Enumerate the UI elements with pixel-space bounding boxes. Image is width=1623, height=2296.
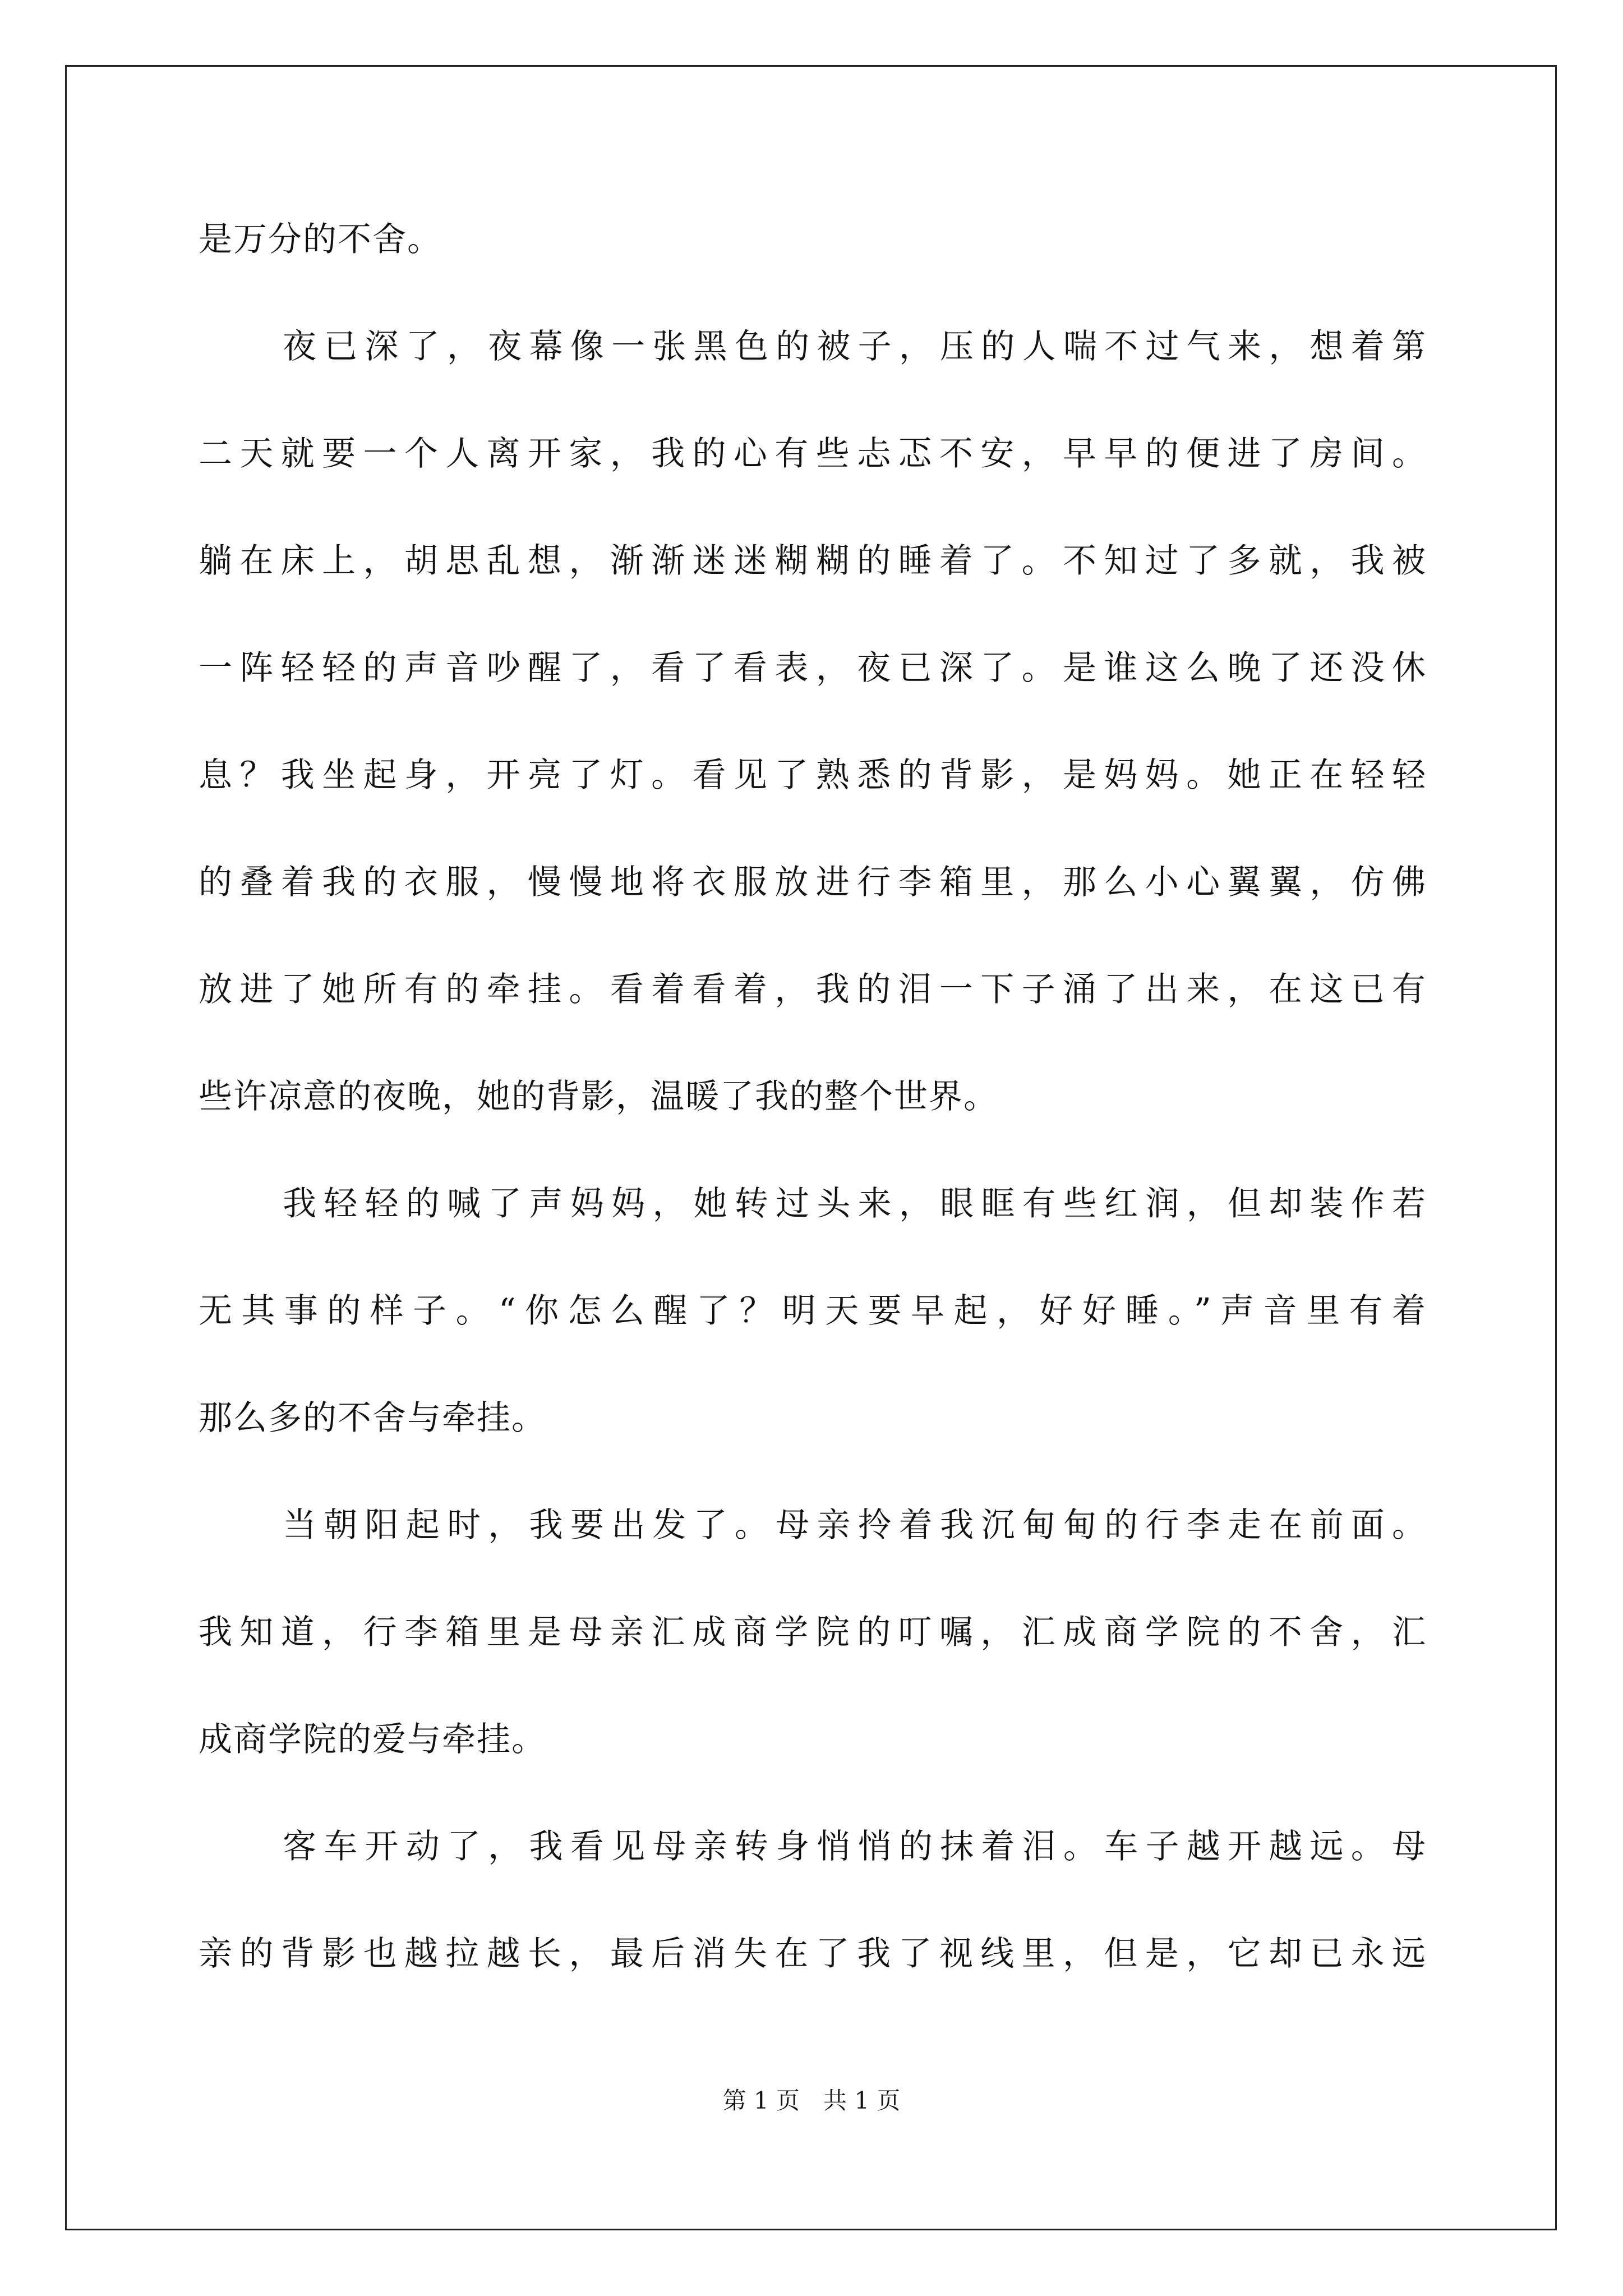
text-line: 是万分的不舍。 xyxy=(199,220,442,259)
text-line: 的叠着我的衣服，慢慢地将衣服放进行李箱里，那么小心翼翼，仿佛 xyxy=(199,863,1427,902)
paragraph-first-line: 夜已深了，夜幕像一张黑色的被子，压的人喘不过气来，想着第 xyxy=(283,327,1427,366)
text-line: 一阵轻轻的声音吵醒了，看了看表，夜已深了。是谁这么晚了还没休 xyxy=(199,648,1427,688)
text-line: 些许凉意的夜晚，她的背影，温暖了我的整个世界。 xyxy=(199,1077,998,1116)
text-line: 无其事的样子。“你怎么醒了？明天要早起，好好睡。”声音里有着 xyxy=(199,1291,1427,1331)
text-line: 那么多的不舍与牵挂。 xyxy=(199,1398,546,1438)
text-line: 成商学院的爱与牵挂。 xyxy=(199,1720,546,1759)
page-border xyxy=(65,65,1557,2230)
paragraph-first-line: 客车开动了，我看见母亲转身悄悄的抹着泪。车子越开越远。母 xyxy=(283,1827,1427,1866)
paragraph-first-line: 我轻轻的喊了声妈妈，她转过头来，眼眶有些红润，但却装作若 xyxy=(283,1184,1427,1223)
text-line: 我知道，行李箱里是母亲汇成商学院的叮嘱，汇成商学院的不舍，汇 xyxy=(199,1613,1427,1652)
paragraph-first-line: 当朝阳起时，我要出发了。母亲拎着我沉甸甸的行李走在前面。 xyxy=(283,1506,1427,1545)
text-line: 亲的背影也越拉越长，最后消失在了我了视线里，但是，它却已永远 xyxy=(199,1934,1427,1973)
text-line: 躺在床上，胡思乱想，渐渐迷迷糊糊的睡着了。不知过了多就，我被 xyxy=(199,541,1427,581)
text-line: 息？我坐起身，开亮了灯。看见了熟悉的背影，是妈妈。她正在轻轻 xyxy=(199,756,1427,795)
text-line: 二天就要一个人离开家，我的心有些忐忑不安，早早的便进了房间。 xyxy=(199,434,1427,473)
page-label: 第 1 页 共 1 页 xyxy=(722,2087,901,2114)
page-number-footer xyxy=(0,2084,1623,2118)
text-line: 放进了她所有的牵挂。看着看着，我的泪一下子涌了出来，在这已有 xyxy=(199,970,1427,1009)
